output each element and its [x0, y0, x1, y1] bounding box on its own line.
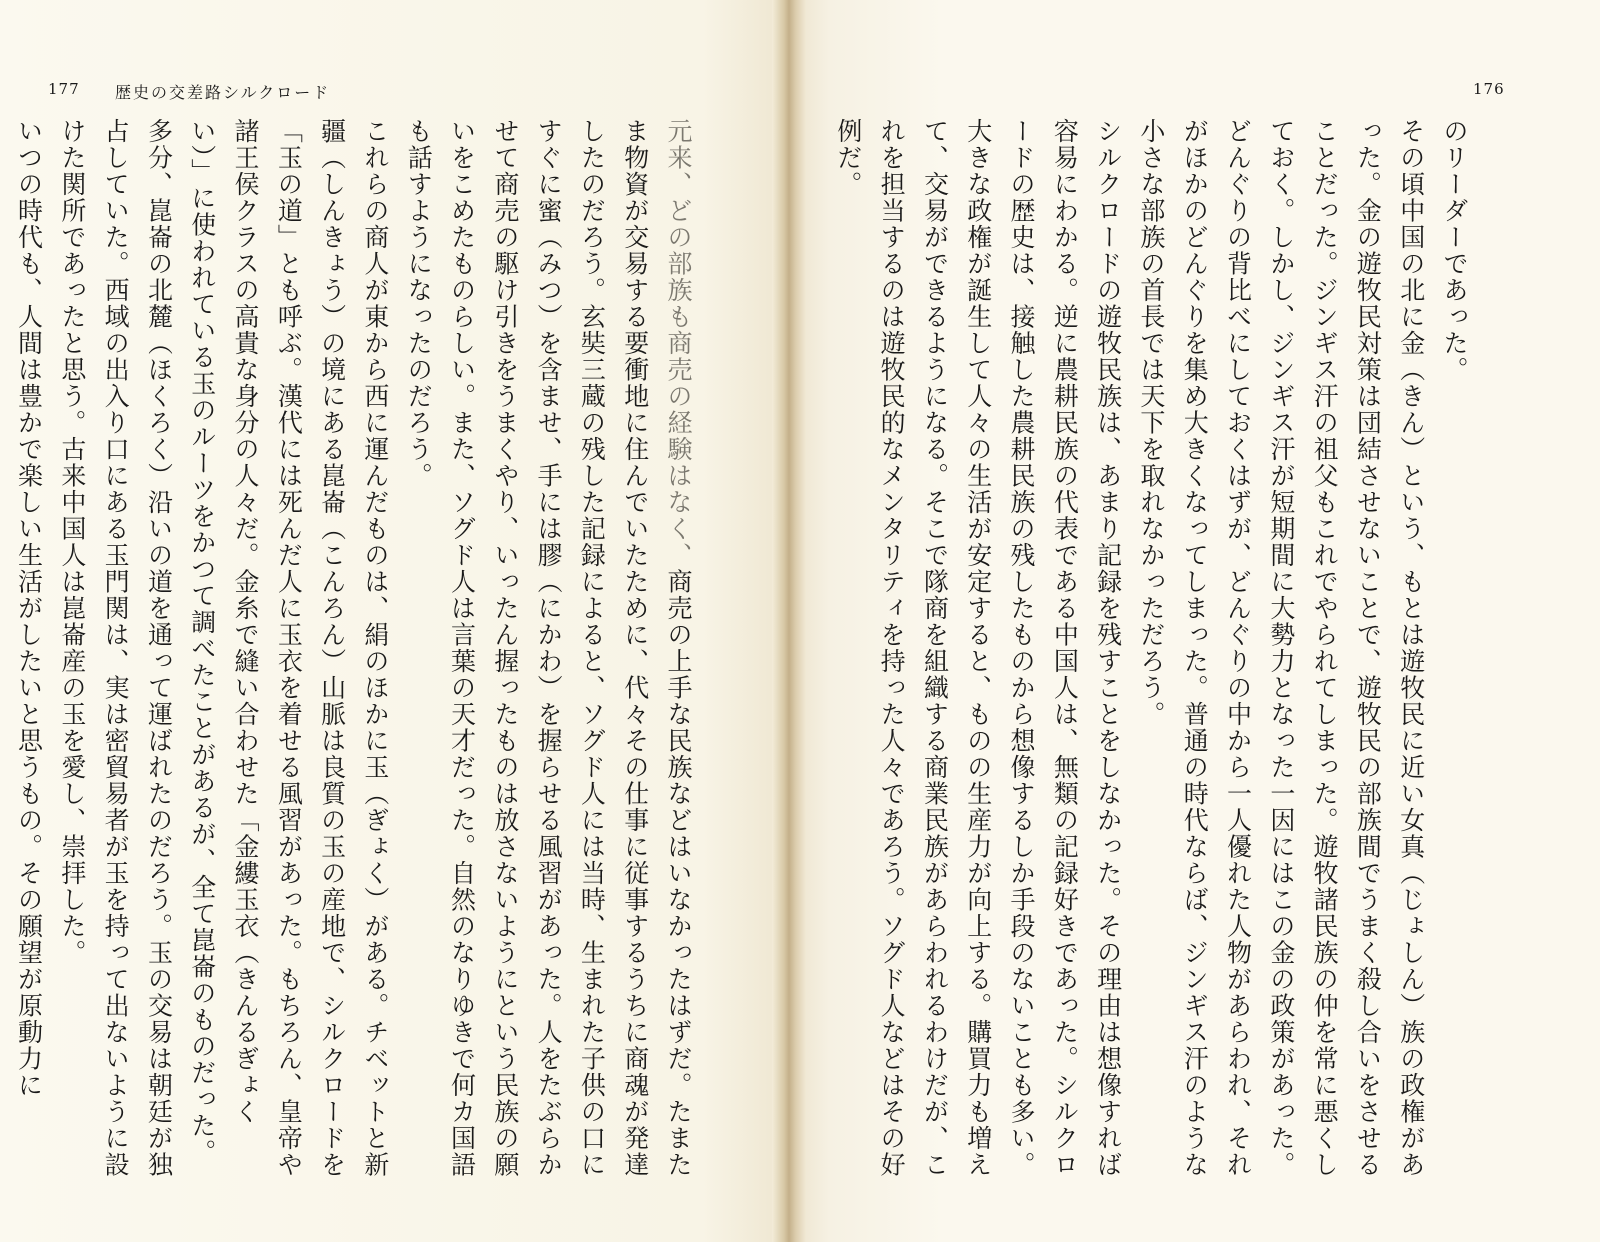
- right-page-text: [795, 118, 1476, 1178]
- running-head: 歴史の交差路シルクロード: [115, 83, 331, 102]
- left-page-text: [14, 118, 700, 1178]
- paragraph: シルクロードの遊牧民族は、あまり記録を残すことをしなかった。その理由は想像すれば容易にわかる。逆に農耕民族の代表である中国人は、無類の記録好きであった。シルクロードの歴史は、接触した農耕民族の残したものから想像するしか手段のないことも多い。: [1007, 118, 1123, 1178]
- paragraph: [51, 118, 397, 1178]
- paragraph-text: 商売の上手な民族などはいなかったはずだ。たまたま物資が交易する要衝地に住んでいたために、代々その仕事に従事するうちに商魂が発達したのだろう。玄奘三蔵の残した記録によると、ソグド人には当時、生まれた子供の口にすぐに蜜（みつ）を含ませ、手には膠（にかわ）を握らせる風習があった。人をたぶらかせて商売の駆け引きをうまくやり、いったん握ったものは放さないようにという民族の願いをこめたものらしい。また、ソグド人は言葉の天才だった。自然のなりゆきで何カ国語も話すようになったのだろう。: [404, 118, 693, 1178]
- paragraph: その頃中国の北に金（きん）という、もとは遊牧民に近い女真（じょしん）族の政権があった。金の遊牧民対策は団結させないことで、遊牧民の部族間でうまく殺し合いをさせることだった。ジンギス汗の祖父もこれでやられてしまった。遊牧諸民族の仲を常に悪くしておく。しかし、ジンギス汗が短期間に大勢力となった一因にはこの金の政策があった。どんぐりの背比べにしておくはずが、どんぐりの中から一人優れた人物があらわれ、それがほかのどんぐりを集め大きくなってしまった。普通の時代ならば、ジンギス汗のような小さな部族の首長では天下を取れなかっただろう。: [1136, 118, 1426, 1178]
- right-page-number: 176: [1473, 80, 1505, 98]
- paragraph-text: いつの時代も、人間は豊かで楽しい生活がしたいと思うもの。その願望が原動力に: [14, 118, 44, 1099]
- faded-text: 元来、どの部族も商売の経験はなく、: [664, 118, 693, 569]
- paragraph: [397, 118, 700, 1178]
- paragraph-text: これらの商人が東から西に運んだものは、絹のほかに玉（ぎょく）がある。チベットと新疆（しんきょう）の境にある崑崙（こんろん）山脈は良質の玉の産地で、シルクロードを「玉の道」とも呼ぶ。漢代には死んだ人に玉衣を着せる風習があった。もちろん、皇帝や諸王侯クラスの高貴な身分の人々だ。金糸で縫い合わせた「金縷玉衣（きんるぎょくい）」に使われている玉のルーツをかつて調べたことがあるが、全て崑崙のものだった。多分、崑崙の北麓（ほくろく）沿いの道を通って運ばれたのだろう。玉の交易は朝廷が独占していた。西域の出入り口にある玉門関は、実は密貿易者が玉を持って出ないように設けた関所であったと思う。古来中国人は崑崙産の玉を愛し、崇拝した。: [57, 118, 390, 1178]
- paragraph: 大きな政権が誕生して人々の生活が安定すると、ものの生産力が向上する。購買力も増えて、交易ができるようになる。そこで隊商を組織する商業民族があらわれるわけだが、これを担当するのは遊牧民的なメンタリティを持った人々であろう。ソグド人などはその好例だ。: [833, 118, 993, 1178]
- left-page-number: 177: [48, 80, 80, 98]
- paragraph: のリーダーであった。: [1440, 118, 1469, 383]
- paragraph: [7, 118, 50, 1178]
